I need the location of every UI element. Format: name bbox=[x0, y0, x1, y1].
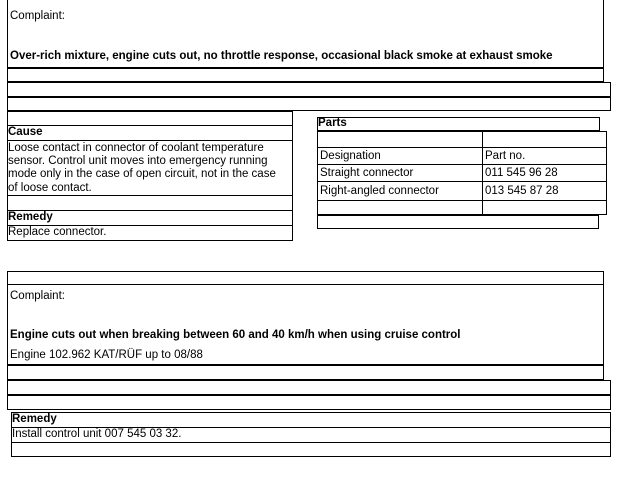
parts-header-partno: Part no. bbox=[485, 150, 526, 162]
complaint-text-2: Engine cuts out when breaking between 60 and 40 km/h when using cruise control bbox=[10, 329, 461, 341]
remedy-label-1: Remedy bbox=[8, 211, 53, 223]
remedy-label-2: Remedy bbox=[12, 413, 57, 425]
parts-label-box bbox=[317, 117, 600, 131]
complaint-label-1: Complaint: bbox=[10, 10, 65, 22]
cause-top-line bbox=[7, 125, 293, 126]
cause-line-4: of loose contact. bbox=[8, 182, 92, 194]
parts-row-1-designation: Straight connector bbox=[320, 167, 414, 179]
spacer-row-2b bbox=[7, 380, 611, 395]
complaint-text-1: Over-rich mixture, engine cuts out, no throttle response, occasional black smoke at exhaust smoke bbox=[10, 50, 553, 62]
complaint-label-2: Complaint: bbox=[10, 290, 65, 302]
cause-header-line bbox=[7, 140, 293, 141]
remedy-text-1: Replace connector. bbox=[8, 226, 107, 238]
remedy-bottom-line-2 bbox=[11, 442, 611, 443]
parts-header-designation: Designation bbox=[320, 150, 381, 162]
complaint-box-2-top bbox=[7, 271, 604, 285]
spacer-row-1b bbox=[7, 82, 611, 97]
parts-row-line-4 bbox=[317, 200, 607, 201]
cause-line-3: mode only in the case of open circuit, not in the case bbox=[8, 168, 276, 180]
parts-row-line-3 bbox=[317, 181, 607, 182]
parts-row-1-partno: 011 545 96 28 bbox=[485, 167, 558, 179]
remedy-text-2: Install control unit 007 545 03 32. bbox=[12, 428, 182, 440]
parts-row-line-2 bbox=[317, 164, 607, 165]
parts-row-line-1 bbox=[317, 147, 607, 148]
spacer-row-1a bbox=[7, 68, 604, 82]
engine-text-2: Engine 102.962 KAT/RÜF up to 08/88 bbox=[10, 349, 203, 361]
cause-bottom-line bbox=[7, 195, 293, 196]
parts-footer-row bbox=[317, 215, 599, 229]
spacer-row-2c bbox=[7, 395, 611, 410]
parts-column-divider bbox=[482, 131, 483, 215]
parts-label: Parts bbox=[318, 117, 347, 129]
cause-label: Cause bbox=[8, 126, 43, 138]
spacer-row-1c bbox=[7, 97, 611, 111]
parts-row-2-partno: 013 545 87 28 bbox=[485, 185, 559, 197]
cause-line-1: Loose contact in connector of coolant temperature bbox=[8, 142, 264, 154]
parts-row-2-designation: Right-angled connector bbox=[320, 185, 439, 197]
cause-line-2: sensor. Control unit moves into emergency running bbox=[8, 155, 268, 167]
spacer-row-2a bbox=[7, 365, 604, 380]
